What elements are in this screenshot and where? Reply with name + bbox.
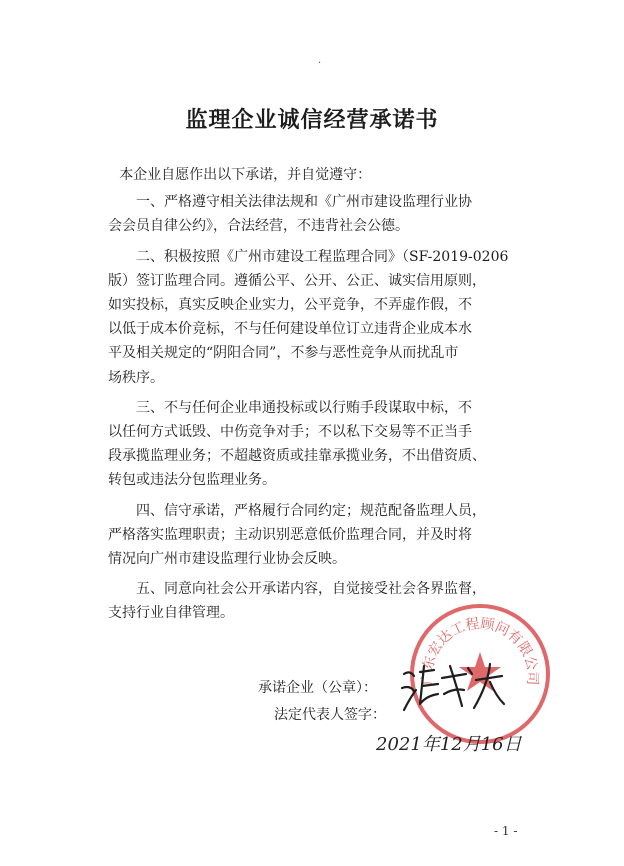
text-line: 五、同意向社会公开承诺内容，自觉接受社会各界监督， bbox=[136, 581, 486, 598]
date-year-char: 年 bbox=[421, 734, 440, 755]
date-month-char: 月 bbox=[462, 734, 481, 755]
text-line: 三、不与任何企业串通投标或以行贿手段谋取中标，不 bbox=[136, 399, 472, 416]
text-line: 转包或违法分包监理业务。 bbox=[108, 472, 276, 489]
section-3 bbox=[108, 396, 560, 493]
text-line: 以低于成本价竞标，不与任何建设单位订立违背企业成本水 bbox=[108, 321, 472, 338]
date-day: 16 bbox=[480, 734, 504, 755]
text-line: 情况向广州市建设监理行业协会反映。 bbox=[108, 551, 346, 568]
legal-rep-label: 法定代表人签字： bbox=[274, 707, 386, 723]
text-line: 平及相关规定的“阴阳合同”，不参与恶性竞争从而扰乱市 bbox=[108, 345, 459, 362]
date-year: 2021 bbox=[376, 734, 422, 755]
document-title: 监理企业诚信经营承诺书 bbox=[185, 108, 439, 133]
text-line: 场秩序。 bbox=[108, 369, 164, 386]
section-4 bbox=[108, 499, 560, 572]
section-1 bbox=[108, 190, 560, 238]
text-line: 四、信守承诺，严格履行合同约定；规范配备监理人员， bbox=[136, 502, 486, 519]
date-day-char: 日 bbox=[503, 734, 522, 755]
date-month: 12 bbox=[439, 734, 463, 755]
handwritten-signature-icon bbox=[398, 660, 508, 720]
text-line: 一、严格遵守相关法律法规和《广州市建设监理行业协 bbox=[136, 194, 472, 211]
section-2 bbox=[108, 245, 560, 390]
document-body bbox=[108, 163, 560, 632]
text-line: 会会员自律公约》，合法经营，不违背社会公德。 bbox=[108, 218, 409, 235]
text-line: 支持行业自律管理。 bbox=[108, 605, 234, 622]
text-line: 严格落实监理职责；主动识别恶意低价监理合同，并及时将 bbox=[108, 526, 472, 543]
text-line: 版）签订监理合同。遵循公平、公开、公正、诚实信用原则， bbox=[108, 272, 486, 289]
text-line: 以任何方式诋毁、中伤竞争对手；不以私下交易等不正当手 bbox=[108, 424, 472, 441]
text-line: 二、积极按照《广州市建设工程监理合同》（SF-2019-0206 bbox=[136, 248, 509, 265]
intro-paragraph: 本企业自愿作出以下承诺，并自觉遵守： bbox=[119, 167, 372, 183]
company-seal-label: 承诺企业（公章）： bbox=[258, 680, 377, 696]
seal-text: 广东宏达工程顾问有限公司 bbox=[419, 615, 541, 686]
text-line: 段承揽监理业务；不超越资质或挂靠承揽业务，不出借资质、 bbox=[108, 448, 486, 465]
page-number: - 1 - bbox=[494, 824, 518, 838]
text-line: 如实投标，真实反映企业实力，公平竞争，不弄虚作假，不 bbox=[108, 297, 472, 314]
signed-date bbox=[376, 730, 522, 756]
header-mark: · bbox=[318, 58, 322, 69]
